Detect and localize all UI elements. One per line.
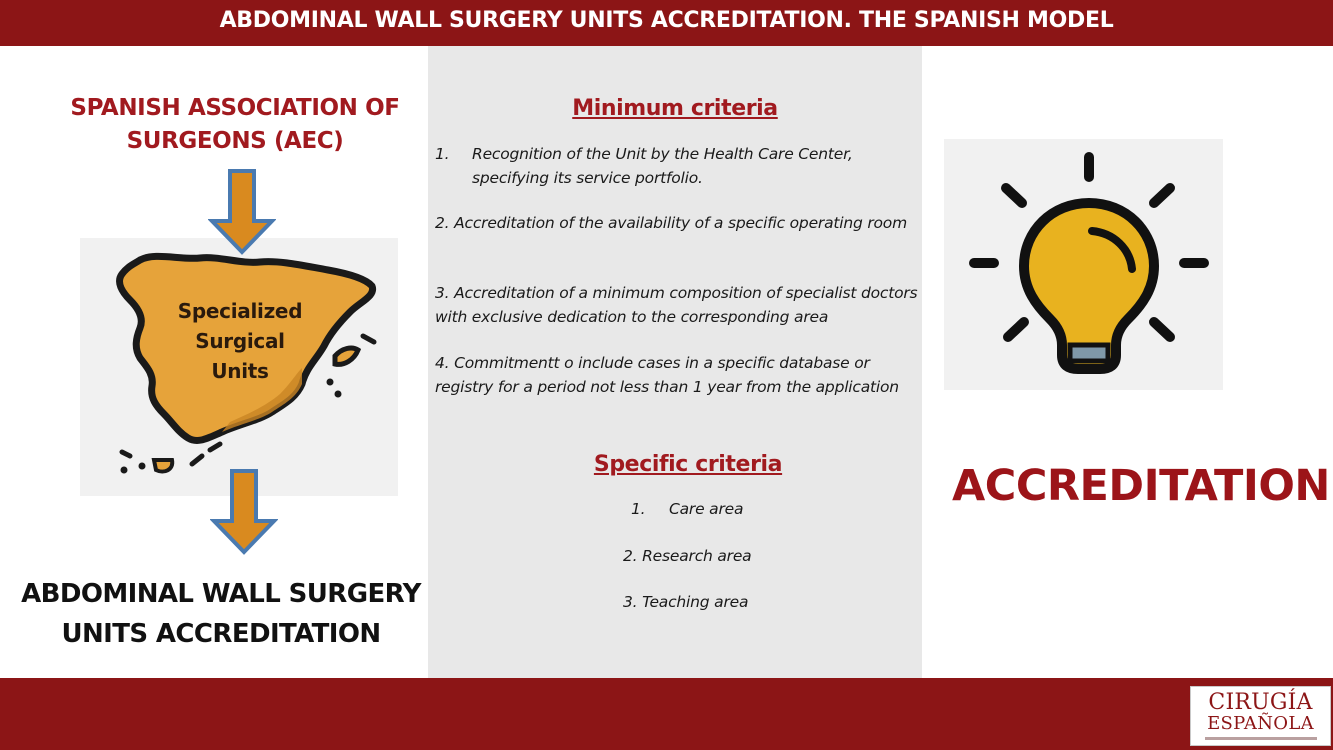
map-label-line-3: Units [211,359,269,383]
specific-item-1-number: 1. [631,500,646,518]
cirugia-espanola-logo [1190,686,1331,746]
accreditation-subtitle-line-2: UNITS ACCREDITATION [61,619,381,649]
specific-item-3: 3. Teaching area [623,593,749,611]
map-label-line-1: Specialized [177,299,303,323]
lightbulb-icon [944,139,1223,390]
minimum-item-1-number: 1. [435,145,450,163]
accreditation-subtitle-line-1: ABDOMINAL WALL SURGERY [21,579,421,609]
specific-item-2: 2. Research area [623,547,752,565]
page-title: ABDOMINAL WALL SURGERY UNITS ACCREDITATION. THE SPANISH MODEL [219,8,1114,33]
association-title [60,92,410,158]
map-label [165,296,315,386]
association-line-1: SPANISH ASSOCIATION OF [70,95,400,121]
lightbulb-panel [944,139,1223,390]
down-arrow-bottom-icon [210,468,278,556]
map-label-line-2: Surgical [195,329,285,353]
logo-line-1: CIRUGÍA [1208,690,1313,715]
footer-bar [0,678,1333,750]
minimum-item-3: 3. Accreditation of a minimum composition of specialist doctors with exclusive dedication to the corresponding area [435,284,918,326]
specific-item-1: Care area [669,500,744,518]
minimum-criteria-heading: Minimum criteria [572,96,778,121]
logo-line-2: ESPAÑOLA [1207,713,1314,734]
association-line-2: SURGEONS (AEC) [126,128,344,154]
accreditation-title: ACCREDITATION [952,461,1330,511]
header-bar [0,0,1333,46]
minimum-item-2: 2. Accreditation of the availability of a specific operating room [435,214,907,232]
accreditation-subtitle [10,574,432,654]
logo-rule [1205,737,1317,740]
specific-criteria-heading: Specific criteria [593,452,783,477]
minimum-item-4: 4. Commitmentt o include cases in a specific database or registry for a period not less than 1 year from the application [435,354,899,396]
minimum-item-1: Recognition of the Unit by the Health Care Center, specifying its service portfolio. [472,145,853,187]
